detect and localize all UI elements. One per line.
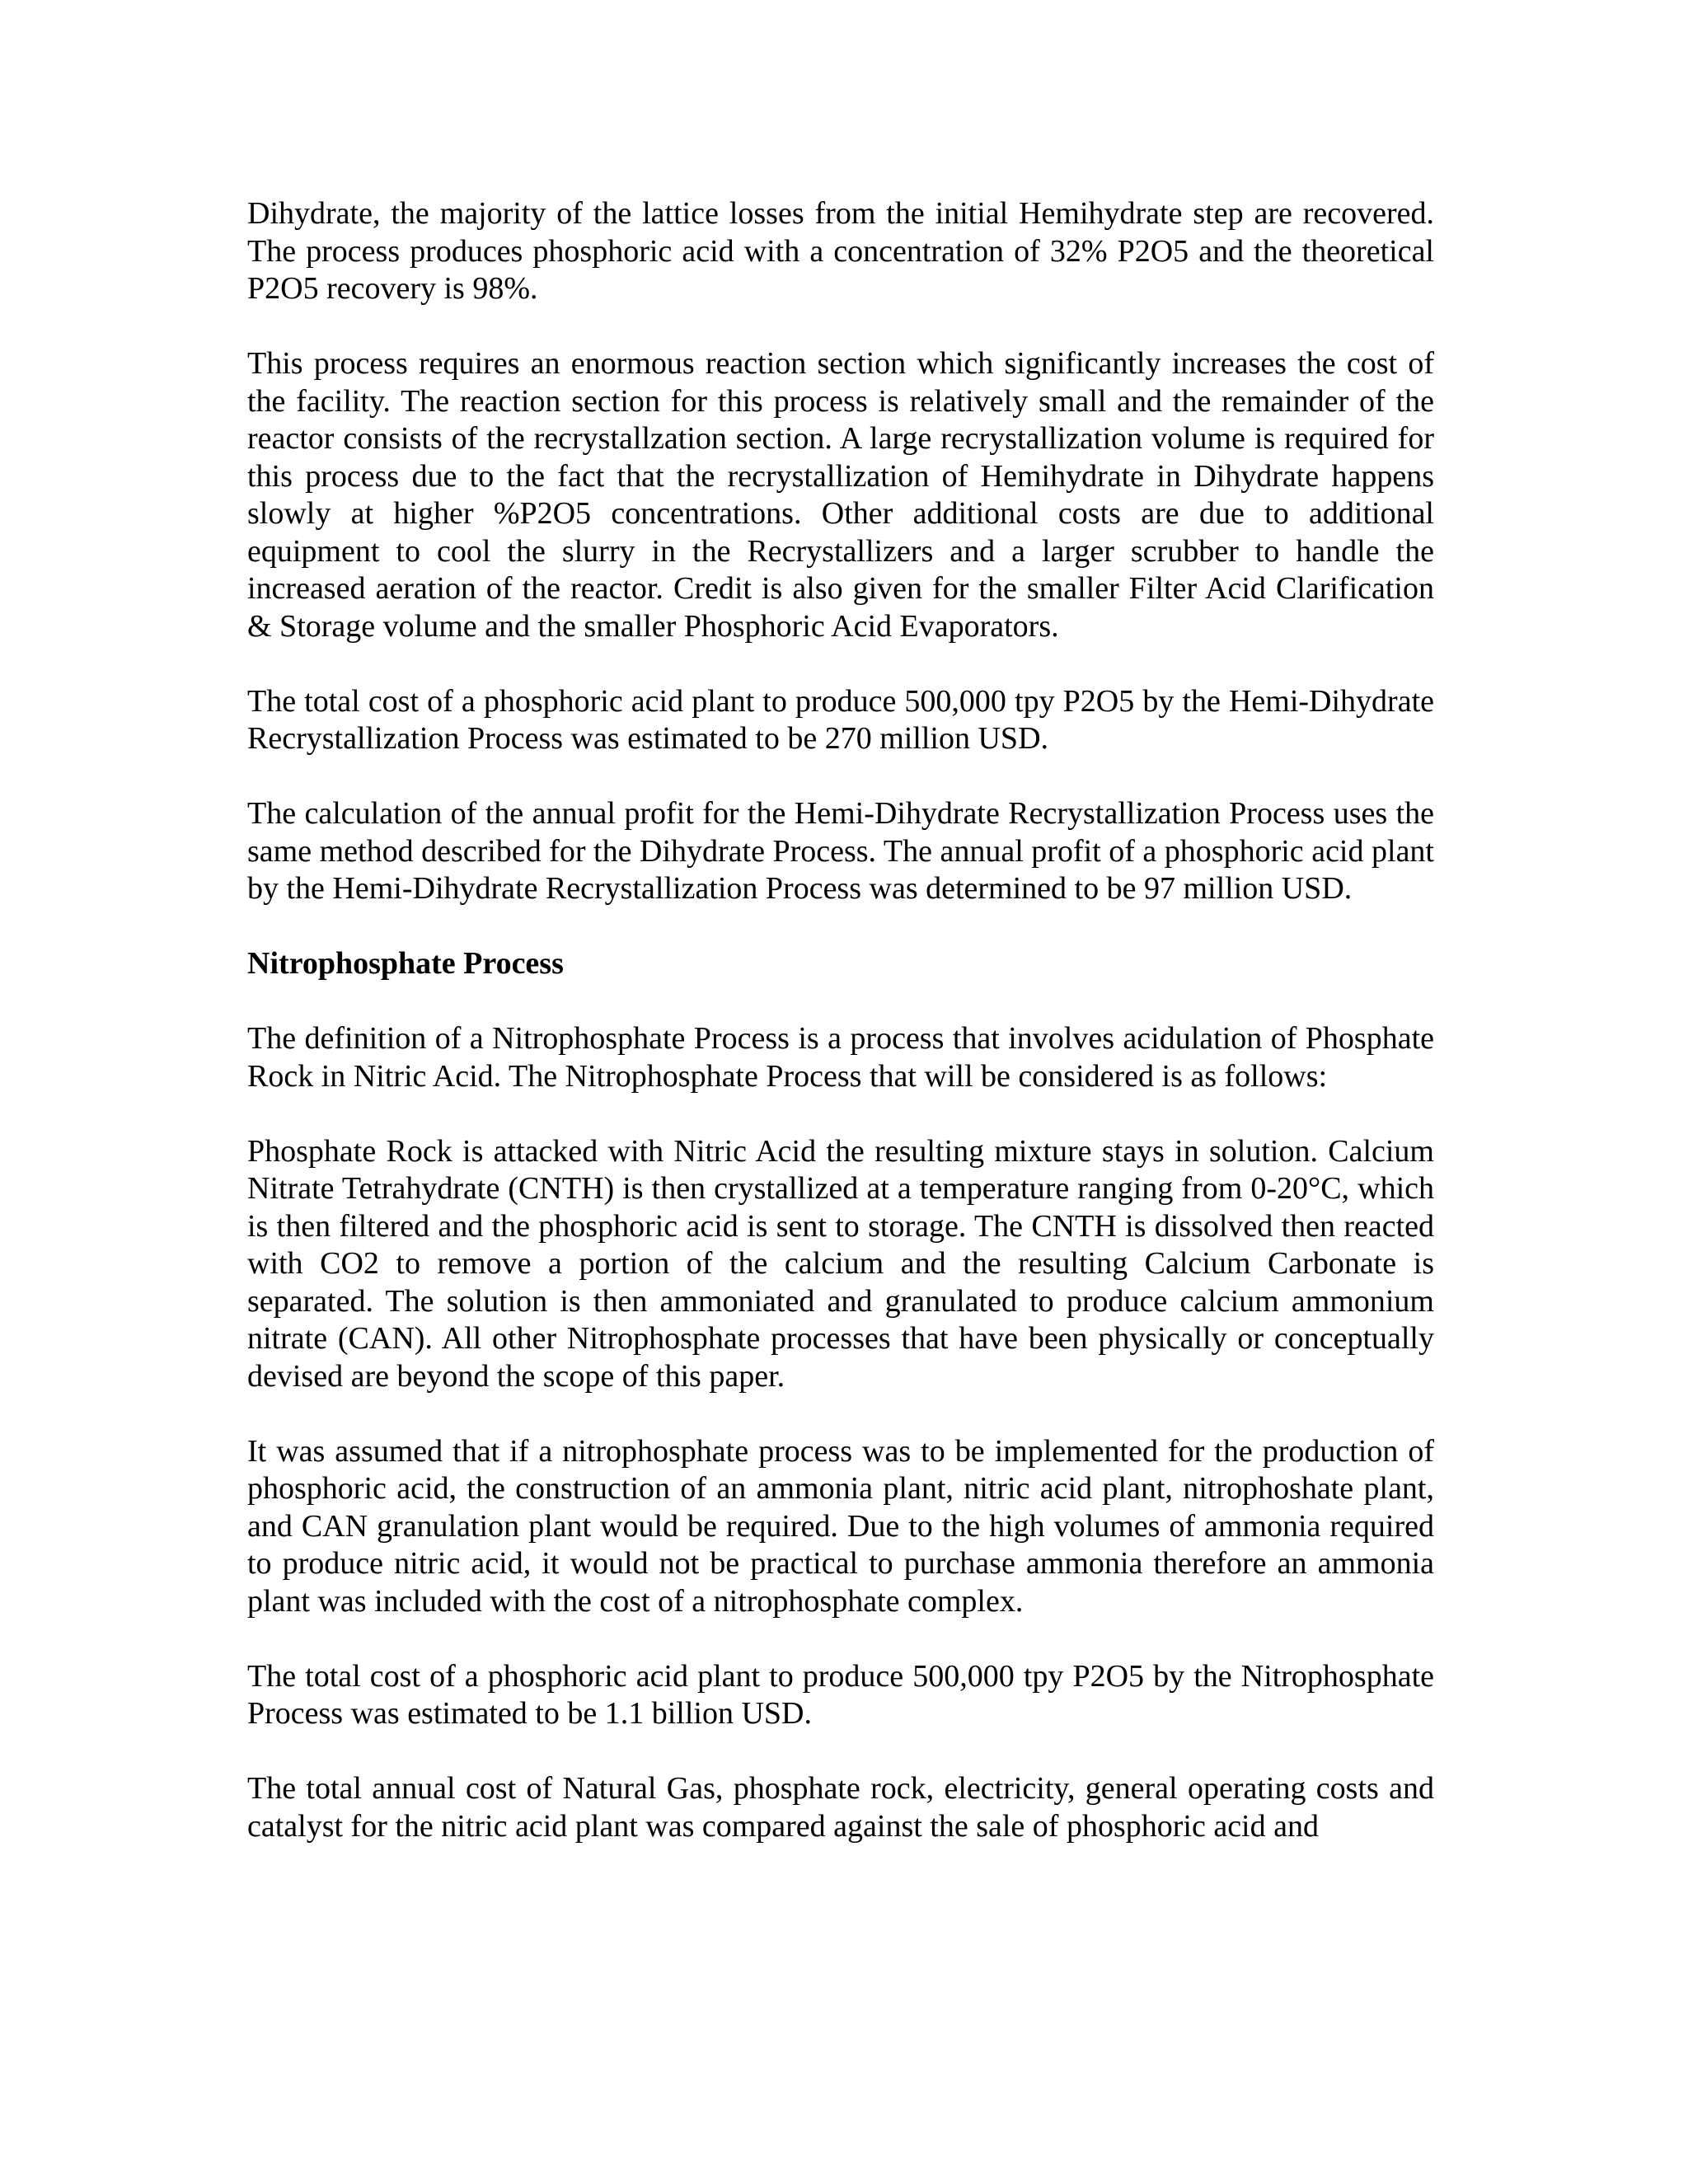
paragraph-reaction-section-costs: This process requires an enormous reaction section which significantly increases the cost of the facility. The reaction section for this process is relatively small and the remainder of the reactor consists of the recrystallzation section. A large recrystallization volume is required for this process due to the fact that the recrystallization of Hemihydrate in Dihydrate happens slowly at higher %P2O5 concentrations. Other additional costs are due to additional equipment to cool the slurry in the Recrystallizers and a larger scrubber to handle the increased aeration of the reactor. Credit is also given for the smaller Filter Acid Clarification & Storage volume and the smaller Phosphoric Acid Evaporators. bbox=[247, 346, 1434, 644]
paragraph-nitrophosphate-annual-cost: The total annual cost of Natural Gas, phosphate rock, electricity, general operating costs and catalyst for the nitric acid plant was compared against the sale of phosphoric acid and bbox=[247, 1771, 1434, 1844]
paragraph-nitrophosphate-assumptions: It was assumed that if a nitrophosphate process was to be implemented for the production of phosphoric acid, the construction of an ammonia plant, nitric acid plant, nitrophoshate plant, and CAN granulation plant would be required. Due to the high volumes of ammonia required to produce nitric acid, it would not be practical to purchase ammonia therefore an ammonia plant was included with the cost of a nitrophosphate complex. bbox=[247, 1433, 1434, 1619]
paragraph-hemi-dihydrate-recovery: Dihydrate, the majority of the lattice losses from the initial Hemihydrate step are recovered. The process produces phosphoric acid with a concentration of 32% P2O5 and the theoretical P2O5 recovery is 98%. bbox=[247, 196, 1434, 306]
paragraph-nitrophosphate-total-cost: The total cost of a phosphoric acid plant to produce 500,000 tpy P2O5 by the Nitrophosphate Process was estimated to be 1.1 billion USD. bbox=[247, 1658, 1434, 1731]
paragraph-nitrophosphate-steps: Phosphate Rock is attacked with Nitric Acid the resulting mixture stays in solution. Calcium Nitrate Tetrahydrate (CNTH) is then crystallized at a temperature ranging from 0-20°C, which is then filtered and the phosphoric acid is sent to storage. The CNTH is dissolved then reacted with CO2 to remove a portion of the calcium and the resulting Calcium Carbonate is separated. The solution is then ammoniated and granulated to produce calcium ammonium nitrate (CAN). All other Nitrophosphate processes that have been physically or conceptually devised are beyond the scope of this paper. bbox=[247, 1133, 1434, 1394]
document-body bbox=[247, 195, 1434, 1883]
section-heading-nitrophosphate: Nitrophosphate Process bbox=[247, 946, 564, 981]
paragraph-nitrophosphate-definition: The definition of a Nitrophosphate Process is a process that involves acidulation of Phosphate Rock in Nitric Acid. The Nitrophosphate Process that will be considered is as follows: bbox=[247, 1021, 1434, 1094]
paragraph-hemi-dihydrate-total-cost: The total cost of a phosphoric acid plant to produce 500,000 tpy P2O5 by the Hemi-Dihydrate Recrystallization Process was estimated to be 270 million USD. bbox=[247, 683, 1434, 756]
paragraph-hemi-dihydrate-annual-profit: The calculation of the annual profit for the Hemi-Dihydrate Recrystallization Process uses the same method described for the Dihydrate Process. The annual profit of a phosphoric acid plant by the Hemi-Dihydrate Recrystallization Process was determined to be 97 million USD. bbox=[247, 796, 1434, 906]
